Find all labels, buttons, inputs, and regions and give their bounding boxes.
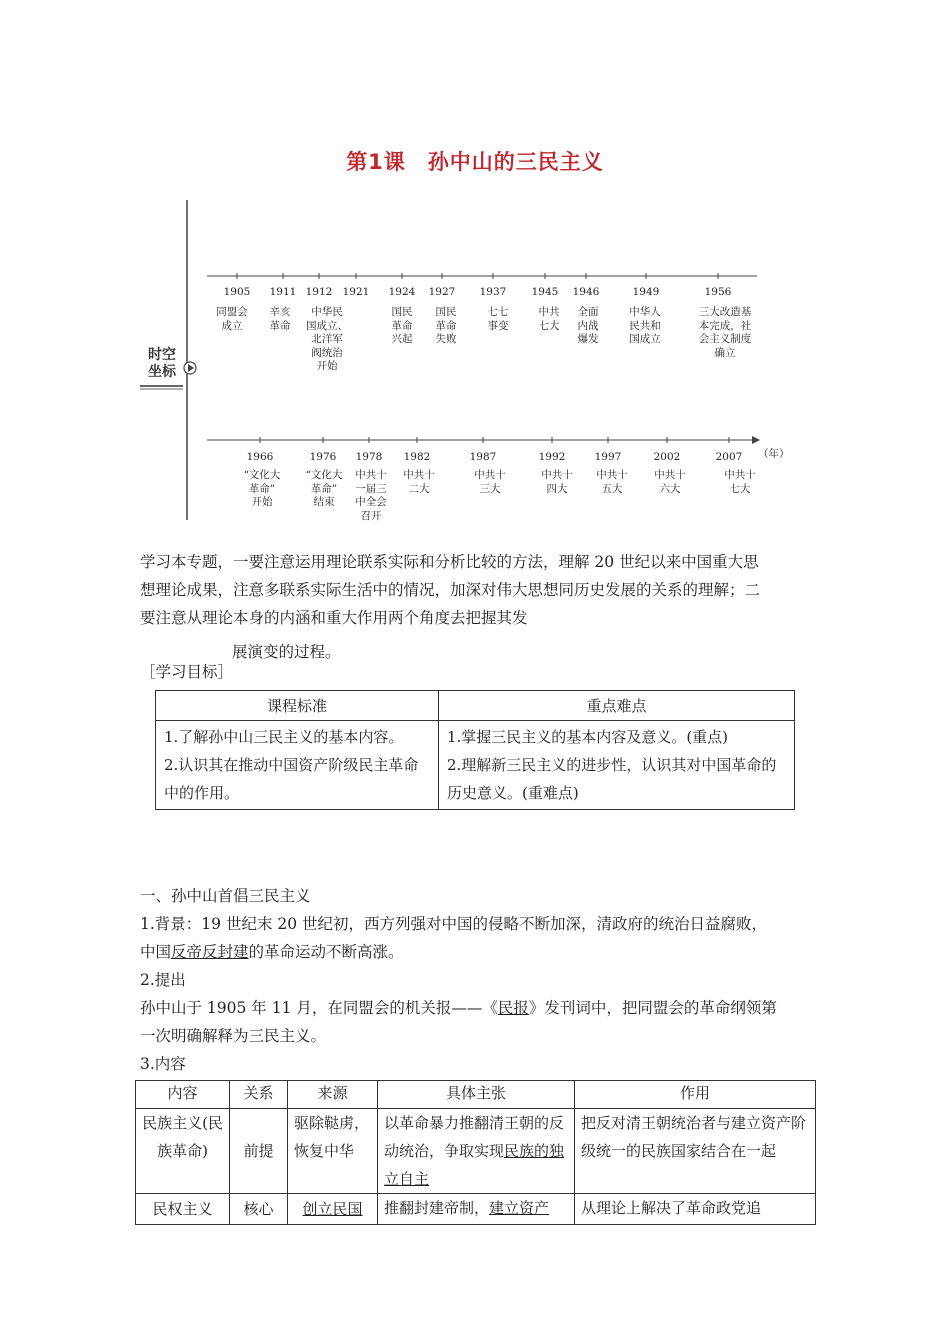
timeline-event-below: 全面 内战 爆发 [577, 306, 599, 345]
side-label-1: 时空 [148, 347, 176, 363]
timeline-year: 1924 [388, 286, 416, 298]
timeline-event-below: “文化大 革命” 结束 [305, 469, 343, 508]
subheading-content: 3.内容 [140, 1055, 186, 1073]
cell-content: 民权主义 [136, 1194, 230, 1225]
timeline-event-below: 中共十 一届三 中全会 召开 [355, 469, 387, 522]
timeline-event-below: 中华人 民共和 国成立 [629, 306, 661, 345]
timeline-event-below: 国民 革命 兴起 [391, 306, 413, 345]
propose-line-2: 一次明确解释为三民主义。 [140, 1027, 327, 1045]
timeline-year: 1912 [305, 286, 333, 298]
claim-keyword: 建立资产 [489, 1199, 550, 1217]
timeline-event-below: 国民 革命 失败 [435, 306, 457, 345]
timeline-year: 1976 [309, 451, 337, 463]
goals-header-standard: 课程标准 [156, 691, 439, 721]
timeline-event-below: 中共十 六大 [654, 469, 686, 495]
goals-table [155, 690, 795, 810]
bg-text: 中国 [140, 943, 172, 961]
year-unit: （年） [758, 448, 790, 460]
timeline-year: 1927 [428, 286, 456, 298]
timeline-event-below: 中共十 四大 [541, 469, 573, 495]
background-line: 1.背景：19 世纪末 20 世纪初，西方列强对中国的侵略不断加深，清政府的统治日益腐败， [140, 915, 768, 933]
intro-line: 学习本专题，一要注意运用理论联系实际和分析比较的方法，理解 20 世纪以来中国重大思 [140, 553, 759, 571]
timeline-year: 1946 [572, 286, 600, 298]
timeline [0, 0, 950, 530]
timeline-event-below: 中共十 五大 [596, 469, 628, 495]
col-header: 作用 [575, 1081, 816, 1109]
timeline-year: 1997 [594, 451, 622, 463]
goals-label: ［学习目标］ [140, 663, 234, 681]
timeline-year: 1982 [403, 451, 431, 463]
col-header: 内容 [136, 1081, 230, 1109]
cell-claim [378, 1109, 575, 1194]
propose-line [140, 994, 820, 1022]
col-header: 具体主张 [378, 1081, 575, 1109]
intro-paragraph [140, 548, 820, 666]
cell-source: 驱除鞑虏，恢复中华 [288, 1109, 378, 1194]
goals-key-2: 2.理解新三民主义的进步性，认识其对中国革命的历史意义。(重难点) [447, 756, 777, 802]
claim-text: 以革命暴力推翻清王朝的反动统治，争取实现 [384, 1114, 565, 1160]
cell-effect: 从理论上解决了革命政党追 [575, 1194, 816, 1225]
intro-line: 要注意从理论本身的内涵和重大作用两个角度去把握其发 [140, 609, 528, 627]
cell-relation: 前提 [230, 1109, 288, 1194]
goals-standard-cell [156, 721, 439, 810]
intro-line: 展演变的过程。 [232, 643, 341, 661]
propose-text: 孙中山于 1905 年 11 月，在同盟会的机关报——《 [140, 999, 498, 1017]
timeline-event-below: 中共十 七大 [724, 469, 756, 495]
goals-key-cell [439, 721, 795, 810]
cell-relation: 核心 [230, 1194, 288, 1225]
timeline-year: 1966 [246, 451, 274, 463]
timeline-event-below: 三大改造基 本完成，社 会主义制度 确立 [698, 306, 752, 359]
timeline-year: 1978 [355, 451, 383, 463]
timeline-event-below: 七七 事变 [487, 306, 509, 332]
timeline-year: 1949 [632, 286, 660, 298]
timeline-year: 1987 [469, 451, 497, 463]
background-line-2 [140, 938, 820, 966]
timeline-year: 1992 [538, 451, 566, 463]
timeline-year: 2002 [653, 451, 681, 463]
bg-text: 的革命运动不断高涨。 [248, 943, 404, 961]
timeline-year: 2007 [715, 451, 743, 463]
propose-text: 》发刊词中，把同盟会的革命纲领第 [528, 999, 777, 1017]
timeline-event-below: 中共十 三大 [474, 469, 506, 495]
timeline-year: 1921 [342, 286, 370, 298]
timeline-event-below: 中华民 国成立、 北洋军 阀统治 开始 [306, 306, 348, 372]
bg-keyword: 反帝反封建 [171, 943, 249, 961]
page-title: 第1课 孙中山的三民主义 [346, 150, 604, 174]
timeline-event-below: 中共 七大 [538, 306, 560, 332]
timeline-event-below: 中共十 二大 [403, 469, 435, 495]
goals-header-key: 重点难点 [439, 691, 795, 721]
timeline-event-below: 辛亥 革命 [269, 306, 291, 332]
intro-line: 想理论成果，注意多联系实际生活中的情况，加深对伟大思想同历史发展的关系的理解；二 [140, 581, 761, 599]
timeline-side-label [140, 347, 184, 381]
timeline-year: 1956 [704, 286, 732, 298]
goals-key-1: 1.掌握三民主义的基本内容及意义。(重点) [447, 728, 729, 746]
timeline-year: 1905 [223, 286, 251, 298]
section-1 [140, 882, 820, 1078]
timeline-year: 1911 [269, 286, 297, 298]
cell-claim [378, 1194, 575, 1225]
goals-standard-1: 1.了解孙中山三民主义的基本内容。 [164, 728, 404, 746]
claim-text: 推翻封建帝制， [384, 1199, 490, 1217]
col-header: 关系 [230, 1081, 288, 1109]
side-label-2: 坐标 [148, 364, 176, 380]
propose-keyword: 民报 [497, 999, 529, 1017]
col-header: 来源 [288, 1081, 378, 1109]
timeline-event-below: “文化大 革命” 开始 [243, 469, 281, 508]
source-keyword: 创立民国 [302, 1200, 363, 1218]
claim-keyword: 民族的独立自主 [384, 1142, 565, 1188]
content-table [135, 1080, 816, 1225]
goals-standard-2: 2.认识其在推动中国资产阶级民主革命中的作用。 [164, 756, 419, 802]
timeline-year: 1945 [531, 286, 559, 298]
timeline-year: 1937 [479, 286, 507, 298]
cell-content: 民族主义(民族革命) [136, 1109, 230, 1194]
cell-effect: 把反对清王朝统治者与建立资产阶级统一的民族国家结合在一起 [575, 1109, 816, 1194]
subheading-propose: 2.提出 [140, 971, 186, 989]
section-heading: 一、孙中山首倡三民主义 [140, 887, 311, 905]
timeline-event-below: 同盟会 成立 [216, 306, 248, 332]
cell-source [288, 1194, 378, 1225]
